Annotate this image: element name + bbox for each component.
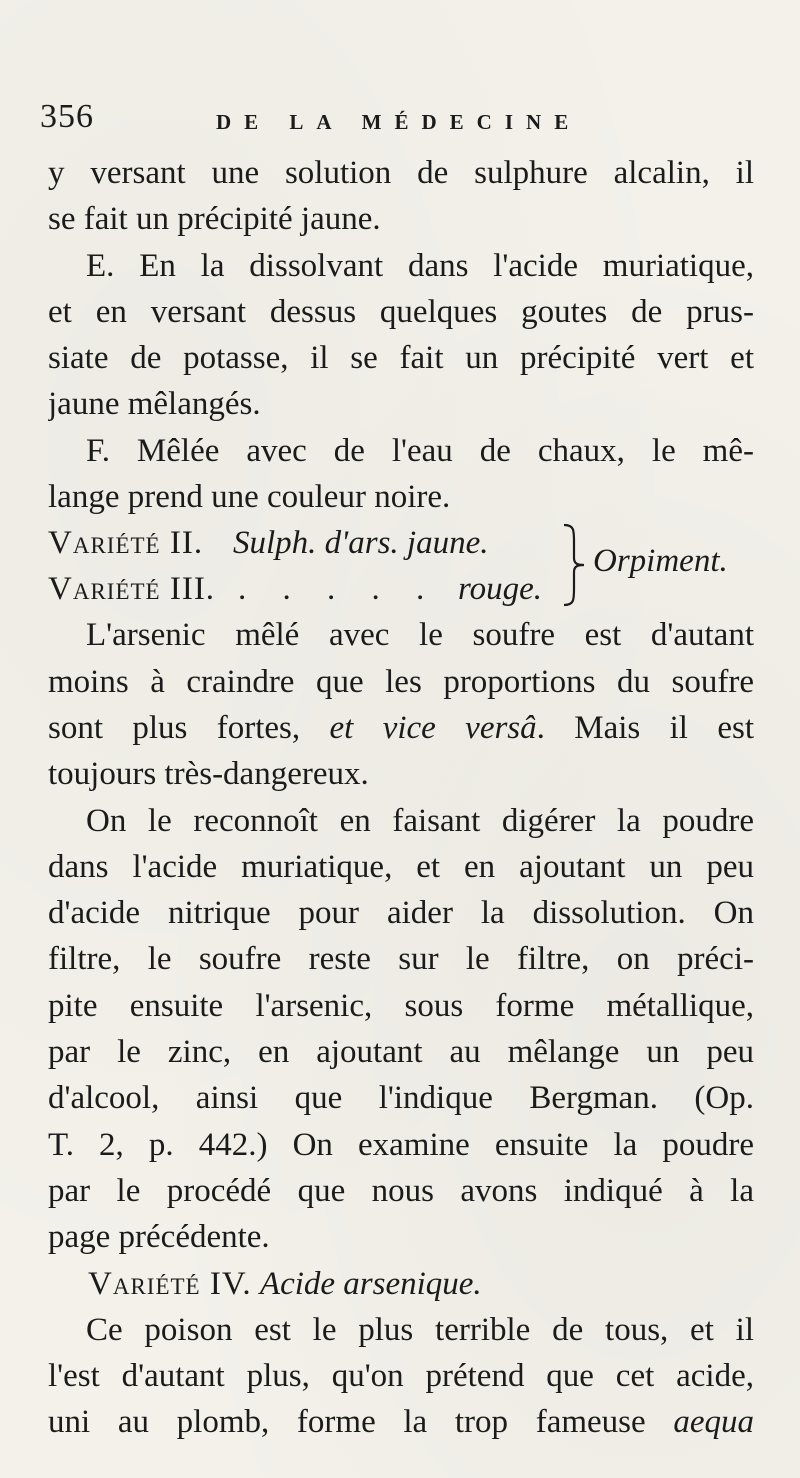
curly-brace-icon bbox=[560, 522, 588, 608]
text-line: sont plus fortes, et vice versâ. Mais il est bbox=[48, 709, 754, 746]
text-line: L'arsenic mêlé avec le soufre est d'autant bbox=[86, 617, 754, 654]
brace-label: Orpiment. bbox=[593, 543, 728, 580]
variety-description: rouge. bbox=[458, 571, 543, 608]
text-line: toujours très-dangereux. bbox=[48, 756, 369, 793]
text-fragment: uni au plomb, forme la trop fameuse bbox=[48, 1404, 646, 1441]
text-line: E. En la dissolvant dans l'acide muriatique, bbox=[86, 247, 754, 284]
text-line: moins à craindre que les proportions du soufre bbox=[48, 663, 754, 700]
page-number: 356 bbox=[40, 98, 94, 135]
text-line: page précédente. bbox=[48, 1219, 270, 1256]
page-header bbox=[40, 98, 754, 148]
text-line: d'alcool, ainsi que l'indique Bergman. (Op. bbox=[48, 1080, 754, 1117]
variety-label: Variété II. bbox=[48, 525, 204, 562]
italic-phrase: et vice versâ bbox=[329, 709, 537, 746]
text-line: dans l'acide muriatique, et en ajoutant un peu bbox=[48, 848, 754, 885]
text-line: l'est d'autant plus, qu'on prétend que cet acide, bbox=[48, 1358, 754, 1395]
text-line: y versant une solution de sulphure alcalin, il bbox=[48, 155, 754, 191]
italic-term: aequa bbox=[673, 1404, 754, 1441]
variety-row bbox=[48, 566, 543, 612]
leader-dots: . . . . . bbox=[238, 571, 439, 608]
variety-label: Variété IV. bbox=[88, 1265, 252, 1302]
text-line: par le zinc, en ajoutant au mêlange un peu bbox=[48, 1034, 754, 1071]
text-line: pite ensuite l'arsenic, sous forme métallique, bbox=[48, 987, 754, 1024]
text-line: T. 2, p. 442.) On examine ensuite la poudre bbox=[48, 1126, 754, 1163]
text-line: F. Mêlée avec de l'eau de chaux, le mê- bbox=[86, 432, 754, 469]
text-line: On le reconnoît en faisant digérer la poudre bbox=[86, 802, 754, 839]
text-line: et en versant dessus quelques goutes de prus- bbox=[48, 293, 754, 330]
text-line: filtre, le soufre reste sur le filtre, on préci- bbox=[48, 941, 754, 978]
text-line bbox=[48, 1399, 754, 1445]
text-line: Ce poison est le plus terrible de tous, et il bbox=[86, 1311, 754, 1348]
variety-description: Sulph. d'ars. jaune. bbox=[233, 525, 489, 562]
text-line: par le procédé que nous avons indiqué à la bbox=[48, 1172, 754, 1209]
variety-label: Variété III. bbox=[48, 571, 216, 608]
text-line: lange prend une couleur noire. bbox=[48, 479, 451, 516]
running-title: DE LA MÉDECINE bbox=[216, 110, 582, 134]
variety-row bbox=[48, 520, 489, 566]
text-line: jaune mêlangés. bbox=[48, 386, 261, 423]
text-line: d'acide nitrique pour aider la dissolution. On bbox=[48, 895, 754, 932]
variety-description: Acide arsenique. bbox=[259, 1265, 482, 1302]
variety-table bbox=[48, 520, 754, 612]
text-line: se fait un précipité jaune. bbox=[48, 201, 381, 238]
text-line: siate de potasse, il se fait un précipité vert et bbox=[48, 340, 754, 377]
body-text bbox=[48, 150, 754, 1446]
variety-heading bbox=[48, 1261, 754, 1307]
